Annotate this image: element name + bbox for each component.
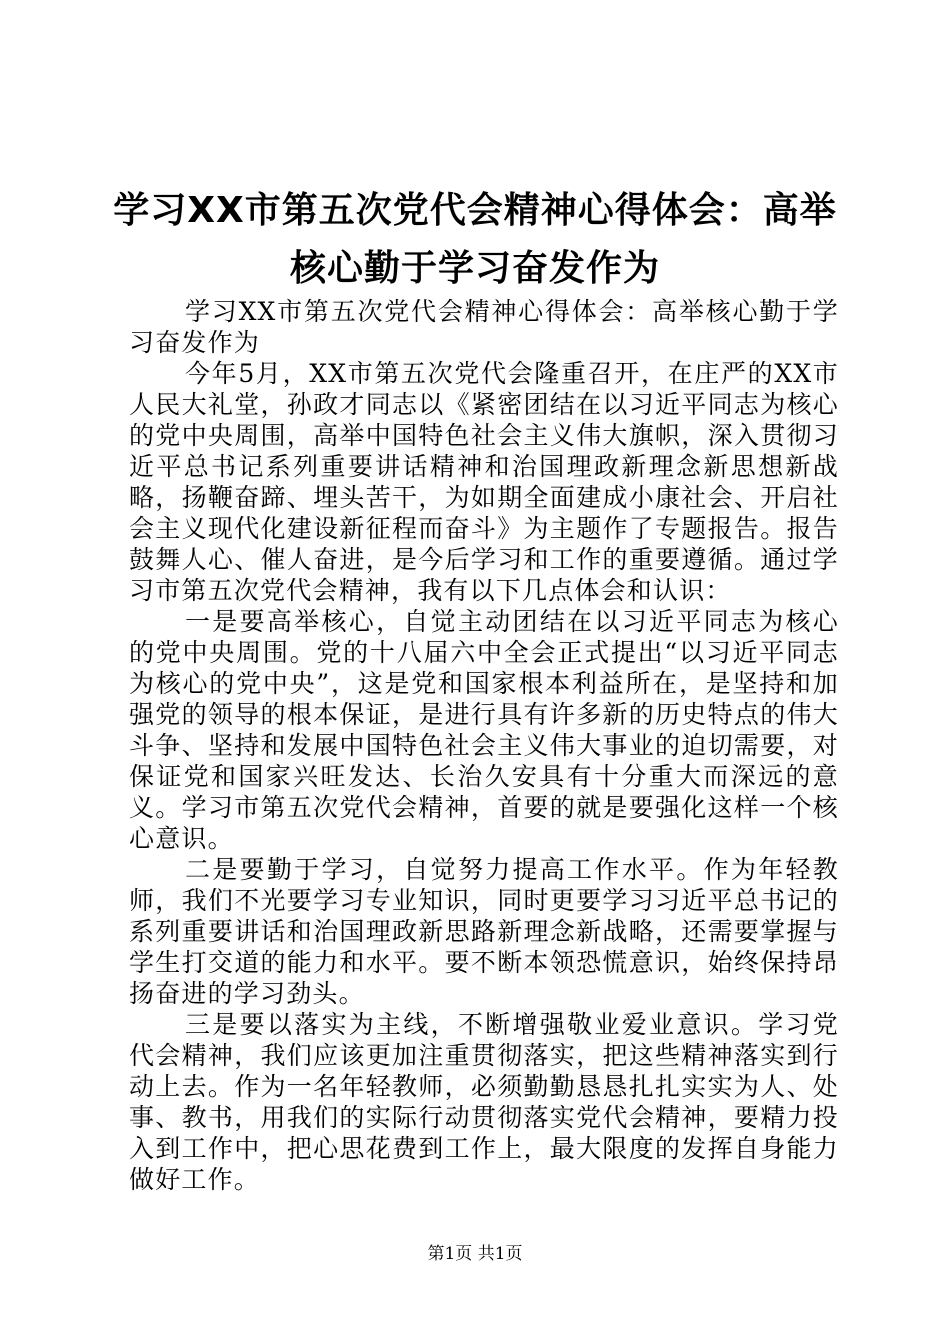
paragraph-point-2: 二是要勤于学习，自觉努力提高工作水平。作为年轻教师，我们不光要学习专业知识，同时更要学习习近平总书记的系列重要讲话和治国理政新思路新理念新战略，还需要掌握与学生打交道的能力和水平。要不断本领恐慌意识，始终保持昂扬奋进的学习劲头。 [129, 855, 839, 1008]
document-body [129, 296, 839, 1195]
paragraph-subtitle: 学习XX市第五次党代会精神心得体会：高举核心勤于学习奋发作为 [129, 297, 839, 357]
paragraph-point-1: 一是要高举核心，自觉主动团结在以习近平同志为核心的党中央周围。党的十八届六中全会正式提出“以习近平同志为核心的党中央”，这是党和国家根本利益所在，是坚持和加强党的领导的根本保证，是进行具有许多新的历史特点的伟大斗争、坚持和发展中国特色社会主义伟大事业的迫切需要，对保证党和国家兴旺发达、长治久安具有十分重大而深远的意义。学习市第五次党代会精神，首要的就是要强化这样一个核心意识。 [129, 607, 839, 853]
paragraph-point-3: 三是要以落实为主线，不断增强敬业爱业意识。学习党代会精神，我们应该更加注重贯彻落实，把这些精神落实到行动上去。作为一名年轻教师，必须勤勤恳恳扎扎实实为人、处事、教书，用我们的实际行动贯彻落实党代会精神，要精力投入到工作中，把心思花费到工作上，最大限度的发挥自身能力做好工作。 [129, 1010, 839, 1194]
title-line-2: 核心勤于学习奋发作为 [289, 248, 660, 289]
paragraph-intro: 今年5月，XX市第五次党代会隆重召开，在庄严的XX市人民大礼堂，孙政才同志以《紧密团结在以习近平同志为核心的党中央周围，高举中国特色社会主义伟大旗帜，深入贯彻习近平总书记系列重要讲话精神和治国理政新理念新思想新战略，扬鞭奋蹄、埋头苦干，为如期全面建成小康社会、开启社会主义现代化建设新征程而奋斗》为主题作了专题报告。报告鼓舞人心、催人奋进，是今后学习和工作的重要遵循。通过学习市第五次党代会精神，我有以下几点体会和认识： [129, 359, 839, 605]
page-footer: 第1页 共1页 [427, 1244, 523, 1264]
document-title [100, 182, 850, 298]
title-line-1: 学习XX市第五次党代会精神心得体会：高举 [113, 190, 837, 231]
